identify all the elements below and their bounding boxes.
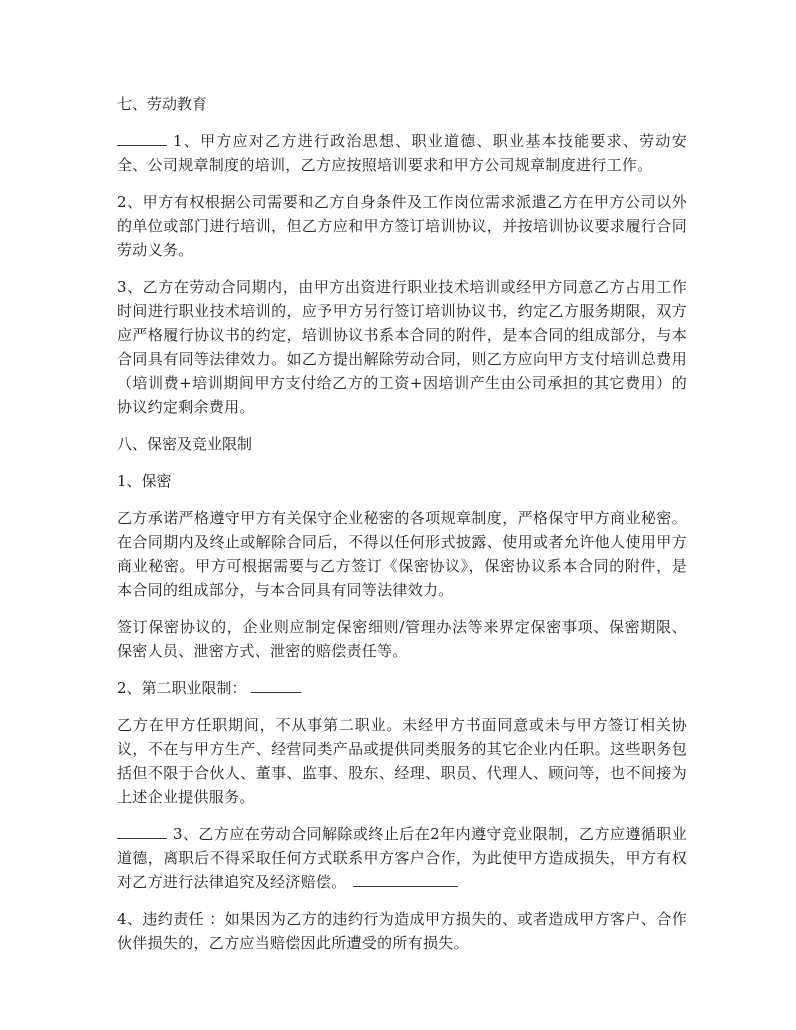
section-7-paragraph-1-text: 1、甲方应对乙方进行政治思想、职业道德、职业基本技能要求、劳动安全、公司规章制度的培训，乙方应按照培训要求和甲方公司规章制度进行工作。 [117,132,687,174]
subsection-confidentiality-heading: 1、保密 [117,472,172,490]
section-7-paragraph-1 [117,129,687,177]
fill-in-blank[interactable] [117,823,167,839]
section-7-heading: 七、劳动教育 [117,95,208,113]
section-7-paragraph-3: 3、乙方在劳动合同期内，由甲方出资进行职业技术培训或经甲方同意乙方占用工作时间进行职业技术培训的，应予甲方另行签订培训协议书，约定乙方服务期限，双方应严格履行协议书的约定，培训协议书系本合同的附件，是本合同的组成部分，与本合同具有同等法律效力。如乙方提出解除劳动合同，则乙方应向甲方支付培训总费用（培训费+培训期间甲方支付给乙方的工资+因培训产生由公司承担的其它费用）的协议约定剩余费用。 [117,278,687,416]
non-compete-paragraph [117,822,687,894]
liability-paragraph: 4、违约责任 ：如果因为乙方的违约行为造成甲方损失的、或者造成甲方客户、合作伙伴损失的，乙方应当赔偿因此所遭受的所有损失。 [117,910,687,952]
confidentiality-paragraph-1: 乙方承诺严格遵守甲方有关保守企业秘密的各项规章制度，严格保守甲方商业秘密。在合同期内及终止或解除合同后，不得以任何形式披露、使用或者允许他人使用甲方商业秘密。甲方可根据需要与乙方签订《保密协议》，保密协议系本合同的附件，是本合同的组成部分，与本合同具有同等法律效力。 [117,509,687,599]
subsection-second-job-heading [117,676,687,700]
fill-in-blank[interactable] [353,871,458,887]
confidentiality-paragraph-2: 签订保密协议的，企业则应制定保密细则/管理办法等来界定保密事项、保密期限、保密人员、泄密方式、泄密的赔偿责任等。 [117,618,687,660]
fill-in-blank[interactable] [117,130,167,146]
second-job-paragraph: 乙方在甲方任职期间，不从事第二职业。未经甲方书面同意或未与甲方签订相关协议，不在与甲方生产、经营同类产品或提供同类服务的其它企业内任职。这些职务包括但不限于合伙人、董事、监事、股东、经理、职员、代理人、顾问等，也不间接为上述企业提供服务。 [117,716,687,806]
subsection-second-job-label: 2、第二职业限制： [117,679,247,697]
fill-in-blank[interactable] [251,677,301,693]
section-8-heading: 八、保密及竞业限制 [117,435,253,453]
non-compete-paragraph-text: 3、乙方应在劳动合同解除或终止后在2年内遵守竞业限制，乙方应遵循职业道德，离职后不得采取任何方式联系甲方客户合作，为此使甲方造成损失，甲方有权对乙方进行法律追究及经济赔偿。 [117,825,687,891]
section-7-paragraph-2: 2、甲方有权根据公司需要和乙方自身条件及工作岗位需求派遣乙方在甲方公司以外的单位或部门进行培训，但乙方应和甲方签订培训协议，并按培训协议要求履行合同劳动义务。 [117,193,687,259]
document-page [117,92,687,968]
